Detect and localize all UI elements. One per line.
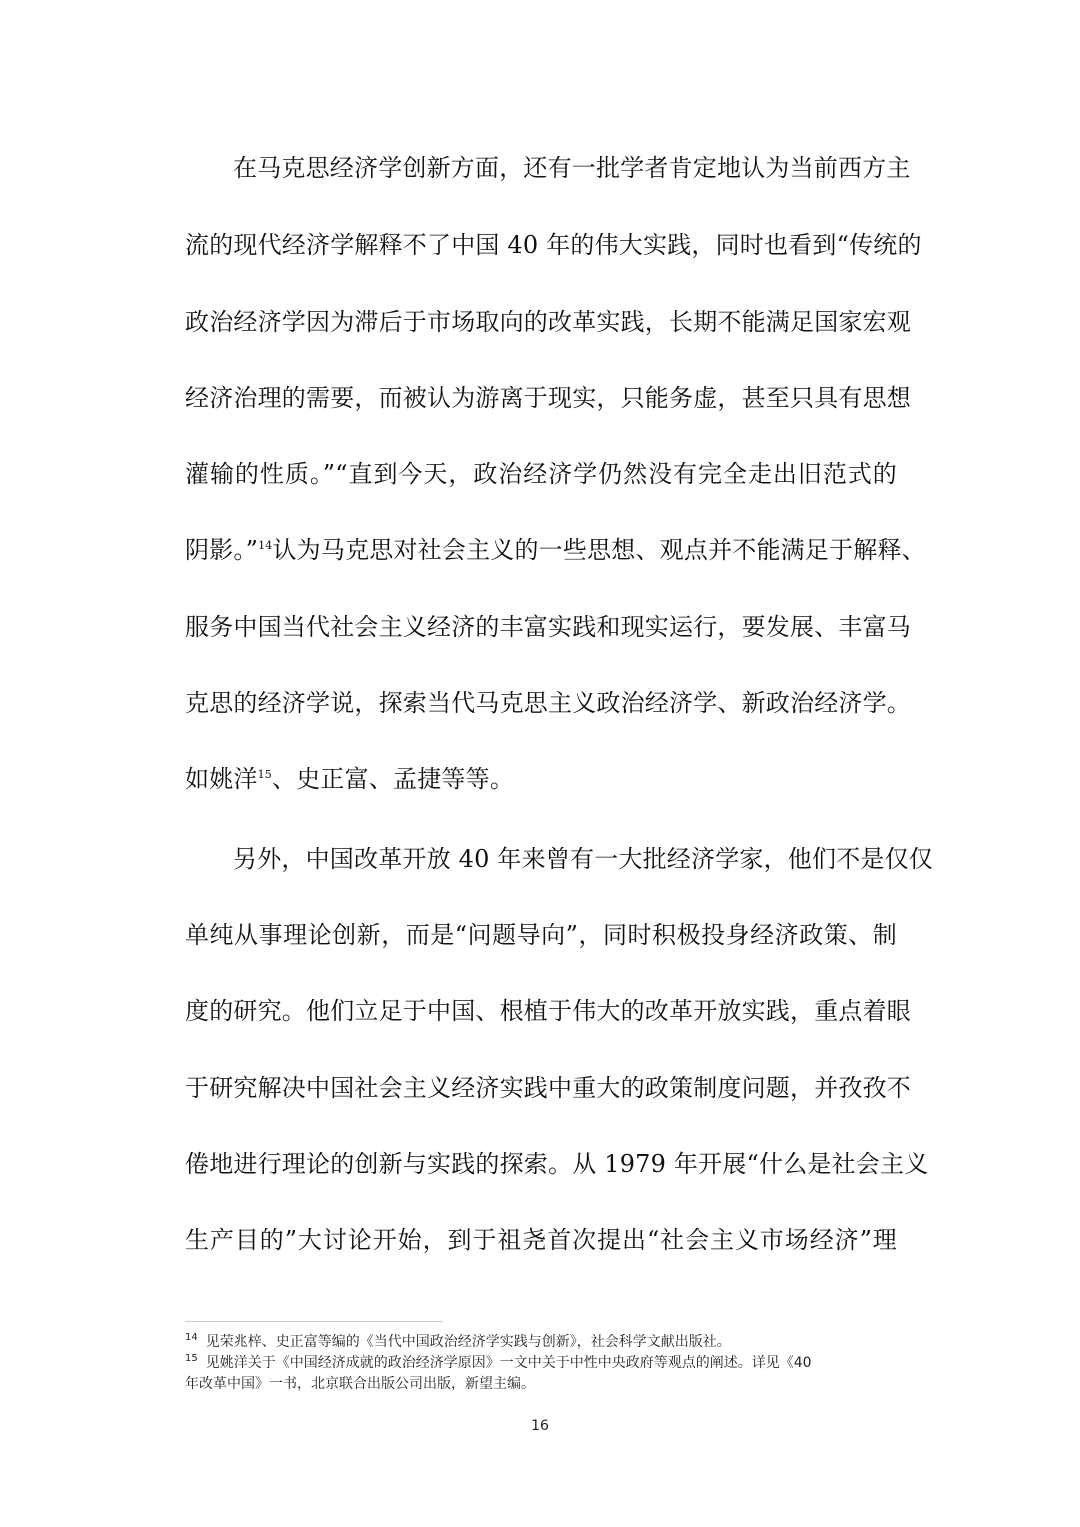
- footnote-15-number: 15: [185, 1353, 198, 1365]
- p1-line-8: 克思的经济学说，探索当代马克思主义政治经济学、新政治经济学。: [185, 689, 911, 717]
- footnote-ref-14[interactable]: 14: [258, 539, 273, 552]
- p2-line-2: 单纯从事理论创新，而是“问题导向”，同时积极投身经济政策、制: [185, 921, 897, 949]
- p2-line-3: 度的研究。他们立足于中国、根植于伟大的改革开放实践，重点着眼: [185, 997, 911, 1025]
- p1-line-9: [185, 763, 514, 795]
- footnote-separator: [185, 1321, 443, 1322]
- p2-line-4: 于研究解决中国社会主义经济实践中重大的政策制度问题，并孜孜不: [185, 1074, 911, 1102]
- p2-line-6: 生产目的”大讨论开始，到于祖尧首次提出“社会主义市场经济”理: [185, 1226, 897, 1254]
- page-number: 16: [531, 1418, 549, 1434]
- p1-line-2: 流的现代经济学解释不了中国 40 年的伟大实践，同时也看到“传统的: [185, 231, 922, 259]
- footnote-15-continued: 年改革中国》一书，北京联合出版公司出版，新望主编。: [185, 1376, 535, 1392]
- p1-line-9-text-a: 如姚洋: [185, 765, 258, 793]
- footnote-15-text: 见姚洋关于《中国经济成就的政治经济学原因》一文中关于中性中央政府等观点的阐述。详见《40: [205, 1355, 812, 1371]
- p1-line-4: 经济治理的需要，而被认为游离于现实，只能务虚，甚至只具有思想: [185, 384, 911, 412]
- p1-line-6: [185, 534, 926, 566]
- p1-line-3: 政治经济学因为滞后于市场取向的改革实践，长期不能满足国家宏观: [185, 308, 911, 336]
- p1-line-1: 在马克思经济学创新方面，还有一批学者肯定地认为当前西方主: [233, 154, 911, 182]
- p2-line-5: 倦地进行理论的创新与实践的探索。从 1979 年开展“什么是社会主义: [185, 1150, 929, 1178]
- p1-line-9-text-b: 、史正富、孟捷等等。: [272, 765, 515, 793]
- footnote-14: [185, 1332, 897, 1352]
- footnote-14-number: 14: [185, 1332, 198, 1344]
- p1-line-6-text-b: 认为马克思对社会主义的一些思想、观点并不能满足于解释、: [272, 536, 926, 564]
- footnote-15: [185, 1353, 897, 1373]
- footnote-14-text: 见荣兆梓、史正富等编的《当代中国政治经济学实践与创新》，社会科学文献出版社。: [205, 1334, 731, 1350]
- p1-line-7: 服务中国当代社会主义经济的丰富实践和现实运行，要发展、丰富马: [185, 613, 911, 641]
- p2-line-1: 另外，中国改革开放 40 年来曾有一大批经济学家，他们不是仅仅: [233, 845, 933, 873]
- p1-line-5: 灌输的性质。”“直到今天，政治经济学仍然没有完全走出旧范式的: [185, 460, 897, 488]
- footnote-ref-15[interactable]: 15: [257, 768, 273, 781]
- p1-line-6-text-a: 阴影。”: [185, 536, 259, 564]
